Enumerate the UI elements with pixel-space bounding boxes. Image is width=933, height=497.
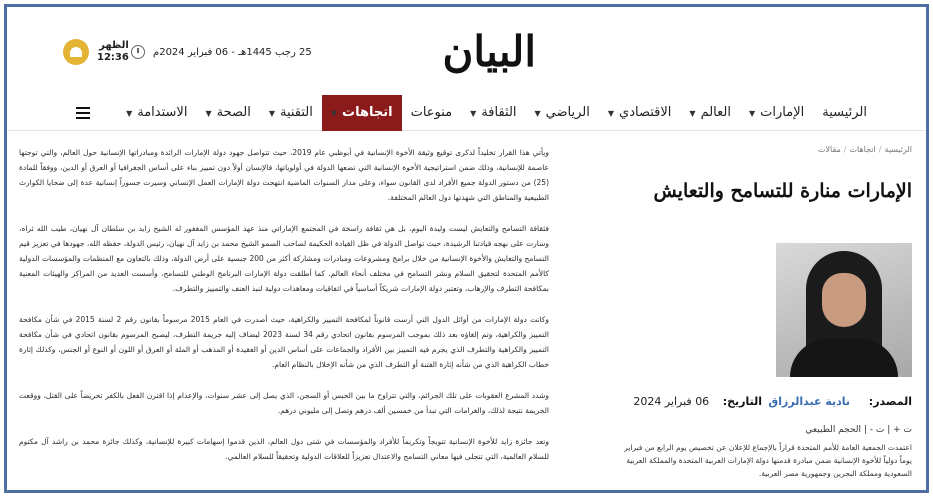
- article-title: الإمارات منارة للتسامح والتعايش: [653, 180, 912, 202]
- nav-item-label: التقنية: [279, 105, 313, 120]
- nav-item[interactable]: [813, 95, 876, 131]
- chevron-down-icon: ▼: [607, 109, 615, 118]
- site-header: [7, 7, 926, 95]
- author-photo: [776, 243, 912, 377]
- chevron-down-icon: ▼: [268, 109, 275, 118]
- chevron-down-icon: ▼: [470, 109, 477, 118]
- nav-item[interactable]: [526, 95, 599, 131]
- nav-item[interactable]: [461, 95, 525, 131]
- nav-item[interactable]: [322, 95, 402, 131]
- breadcrumb-home[interactable]: الرئيسية: [884, 145, 912, 154]
- nav-item-label: منوعات: [410, 105, 453, 120]
- mosque-icon: [63, 39, 89, 65]
- site-logo[interactable]: البيان: [442, 27, 536, 76]
- nav-item[interactable]: [599, 95, 681, 131]
- prayer-name: الظهر: [99, 40, 129, 51]
- prayer-time-widget: [97, 40, 129, 64]
- article-summary: اعتمدت الجمعية العامة للأمم المتحدة قراراً بالإجماع للإعلان عن تخصيص يوم الرابع من فبراير يوماً دولياً للأخوة الإنسانية ضمن مبادرة قدمتها دولة الإمارات العربية المتحدة والمملكة العربية السعودية ومملكة البحرين وجمهورية مصر العربية.: [624, 443, 912, 478]
- date-label: التاريخ:: [722, 395, 762, 408]
- author-link[interactable]: نادية عبدالرزاق: [768, 395, 850, 408]
- breadcrumb: الرئيسية/اتجاهات/مقالات: [817, 145, 912, 154]
- prayer-time: 12:36: [97, 52, 129, 63]
- nav-item-label: الصحة: [216, 105, 251, 120]
- page-frame: [4, 4, 929, 493]
- nav-item-label: اتجاهات: [342, 105, 393, 120]
- chevron-down-icon: ▼: [748, 109, 756, 118]
- nav-item[interactable]: [740, 95, 813, 131]
- article-sidebar: [622, 145, 912, 478]
- date-row: [622, 395, 762, 413]
- nav-item-label: الثقافة: [481, 105, 517, 120]
- nav-item[interactable]: [402, 95, 462, 131]
- nav-item-label: الرئيسية: [822, 105, 867, 120]
- article-date: 06 فبراير 2024: [633, 395, 710, 408]
- source-label: المصدر:: [868, 395, 912, 408]
- article-paragraph: وشدد المشرع العقوبات على تلك الجرائم، والتي تتراوح ما بين الحبس أو السجن، الذي يصل إلى عشر سنوات، والإعدام إذا اقترن الفعل بالكفر تحريضاً على القتل، ووقعت الجريمة نتيجة لذلك، والغرامات التي تبدأ من خمسين ألف درهم وتصل إلى مليوني درهم.: [19, 391, 549, 415]
- nav-item[interactable]: [260, 95, 322, 131]
- font-size-controls[interactable]: ت + | ت - | الحجم الطبيعي: [805, 425, 912, 435]
- chevron-down-icon: ▼: [534, 109, 541, 118]
- article-paragraph: ويأتي هذا القرار تخليداً لذكرى توقيع وثيقة الأخوة الإنسانية في أبوظبي عام 2019، حيث تتواصل جهود دولة الإمارات الرائدة ومبادراتها الإنسانية حول العالم، والتي توجتها عاصمة للإنسانية، وذلك ضمن استراتيجية الأخوة الإنسانية التي تضعها الدولة في أولوياتها، فالإنسان أولاً دون تمييز بناء على أساس الجغرافيا أو العرق أو الدين، ووفقاً للمادة (25) من دستور الدولة جميع الأفراد لدى القانون سواء، وعلى مدار السنوات الماضية انتهجت دولة الإمارات العمل الإنساني وسيرت جسوراً إنسانية عدة إلى ضحايا الكوارث الطبيعية والمناطق التي شهدتها دول العالم المختلفة.: [19, 148, 549, 202]
- nav-item-label: الاقتصادي: [619, 105, 672, 120]
- article-paragraph: وكانت دولة الإمارات من أوائل الدول التي أرست قانوناً لمكافحة التمييز والكراهية، حيث أصدرت في العام 2015 مرسوماً بقانون رقم 2 لسنة 2015 في شأن مكافحة التمييز والكراهية، وتم إلغاؤه بعد ذلك بموجب المرسوم بقانون اتحادي رقم 34 لسنة 2023 ليضاف إليه جريمة التطرف، ليصبح المرسوم بقانون اتحادي في شأن مكافحة التمييز والكراهية والتطرف الذي يجرم فيه التمييز بين الأفراد والجماعات على أساس الدين أو العقيدة أو المذهب أو الملة أو العرق أو اللون أو النوع أو الجنس، وكذلك إثارة خطاب الكراهية الذي من شأنه إثارة الفتنة أو التطرف الذي من شأنه الإخلال بالنظام العام.: [19, 315, 550, 369]
- breadcrumb-section[interactable]: اتجاهات: [849, 145, 876, 154]
- header-date-text: 25 رجب 1445هـ - 06 فبراير 2024م: [153, 47, 312, 58]
- article-body: [19, 145, 549, 480]
- clock-icon: [131, 45, 145, 59]
- nav-item-label: الرياضي: [545, 105, 590, 120]
- nav-item[interactable]: [680, 95, 740, 131]
- article-paragraph: وتعد جائزة زايد للأخوة الإنسانية تتويجاً وتكريماً للأفراد والمؤسسات في شتى دول العالم، الذين قدموا إسهامات كبيرة للإنسانية، وكذلك جائزة محمد بن راشد آل مكتوم للسلام العالمية، التي تتجلى فيها معاني التسامح والاعتدال تعزيزاً للعلاقات الدولية وتحقيقاً للسلام العالمي.: [19, 437, 549, 461]
- chevron-down-icon: ▼: [126, 109, 133, 118]
- header-date: [153, 47, 312, 58]
- breadcrumb-category[interactable]: مقالات: [817, 145, 841, 154]
- chevron-down-icon: ▼: [689, 109, 696, 118]
- nav-item[interactable]: [117, 95, 196, 131]
- main-nav: [7, 95, 926, 131]
- hamburger-menu-icon[interactable]: [76, 107, 90, 119]
- chevron-down-icon: ▼: [330, 109, 338, 118]
- nav-item-label: الإمارات: [760, 105, 805, 120]
- nav-list: [117, 95, 876, 131]
- nav-item-label: العالم: [700, 105, 731, 120]
- chevron-down-icon: ▼: [205, 109, 212, 118]
- article-paragraph: فثقافة التسامح والتعايش ليست وليدة اليوم، بل هي ثقافة راسخة في المجتمع الإماراتي منذ عهد المؤسس المغفور له الشيخ زايد بن سلطان آل نهيان، طيب الله ثراه، وسارت على نهجه قيادتنا الرشيدة، حيث تواصل الدولة في ظل القيادة الحكيمة لصاحب السمو الشيخ محمد بن زايد آل نهيان، رئيس الدولة، حفظه الله، جهودها في تعزيز قيم التسامح والتعايش والأخوة الإنسانية من خلال برامج ومشروعات ومبادرات ومشاركة أكثر من 200 جنسية على أرض الدولة، وذلك بالتعاون مع المنظمات والمؤسسات الدولية كالأمم المتحدة لتحقيق السلام ونشر التسامح في مختلف أنحاء العالم. كما أطلقت دولة الإمارات البرنامج الوطني للتسامح، وأسست العديد من المراكز والهيئات المعنية بمكافحة التطرف والإرهاب، وتعتبر دولة الإمارات شريكاً أساسياً في اتفاقيات ومعاهدات دولية لنبذ العنف والتمييز والتطرف.: [19, 224, 550, 293]
- nav-item-label: الاستدامة: [137, 105, 188, 120]
- nav-item[interactable]: [196, 95, 259, 131]
